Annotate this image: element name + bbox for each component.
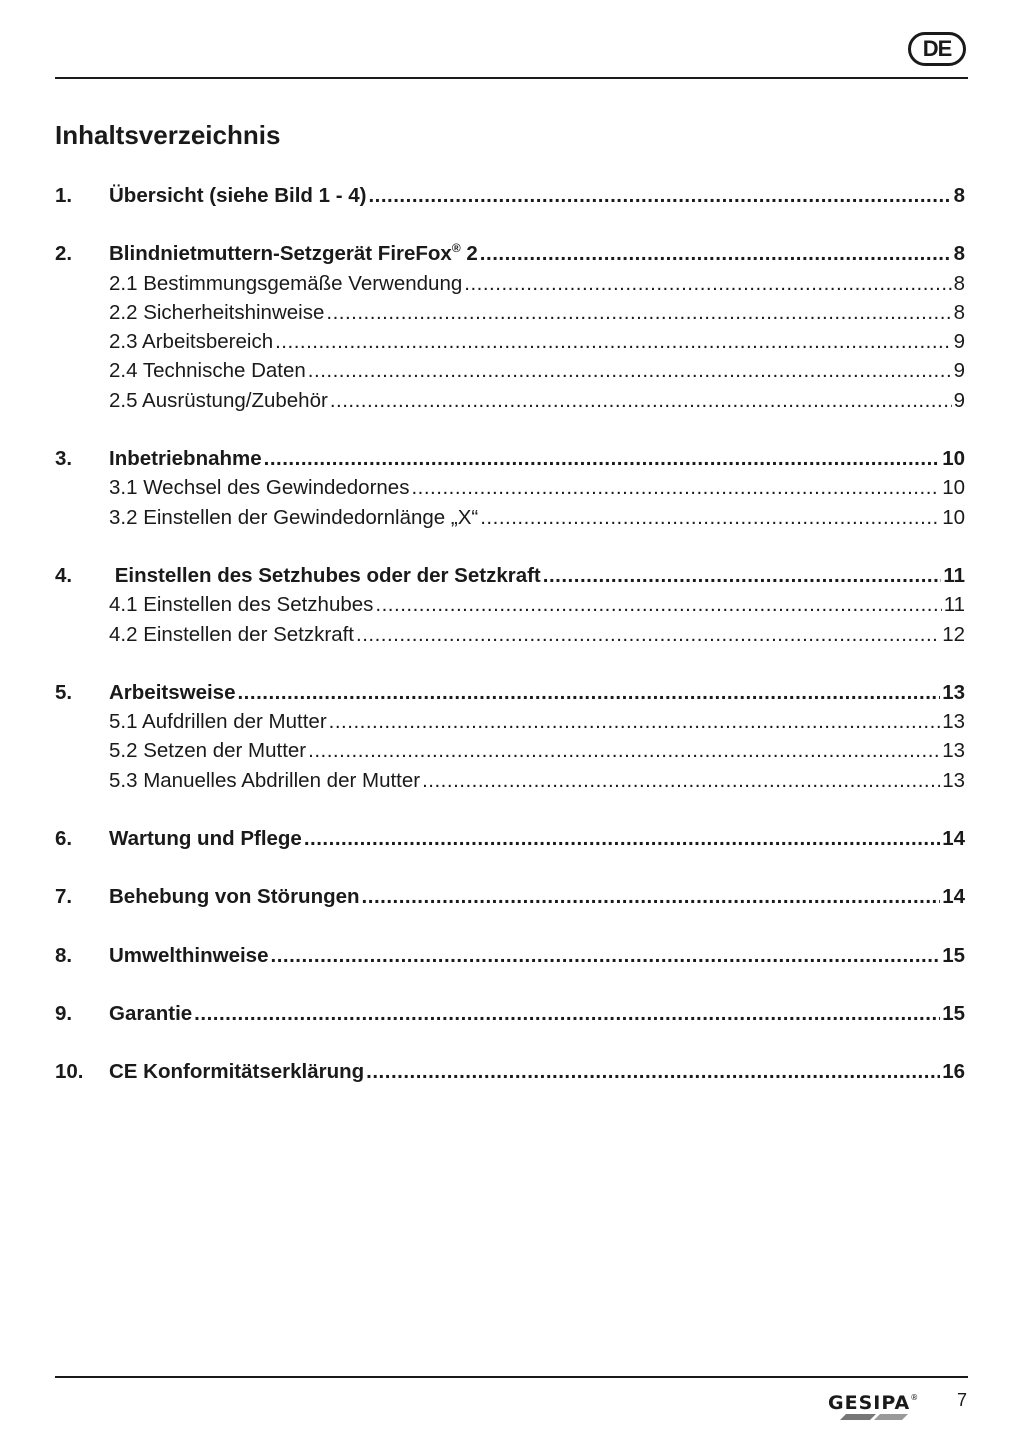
toc-entry-number: 2. [55, 242, 73, 266]
toc-subentry[interactable] [55, 620, 965, 649]
logo-stripes-icon [836, 1414, 908, 1420]
toc-entry-label: CE Konformitätserklärung [109, 1060, 365, 1084]
toc-section [55, 1057, 965, 1086]
toc-section [55, 561, 965, 649]
toc-entry-label: Umwelthinweise [109, 943, 269, 967]
toc-section [55, 678, 965, 795]
toc-entry-label: Arbeitsweise [109, 680, 236, 704]
toc-entry[interactable] [55, 181, 965, 210]
toc-entry-page: 15 [942, 943, 965, 967]
toc-subentry-label: 2.4 Technische Daten [109, 359, 306, 383]
dot-leader [411, 473, 940, 502]
toc-subentry[interactable] [55, 473, 965, 502]
toc-subentry[interactable] [55, 707, 965, 736]
dot-leader [304, 824, 940, 853]
footer-rule [55, 1376, 968, 1378]
toc-subentry-page: 10 [942, 476, 965, 500]
dot-leader [326, 298, 951, 327]
dot-leader [356, 620, 940, 649]
toc-subentry[interactable] [55, 590, 965, 619]
toc-subentry[interactable] [55, 736, 965, 765]
toc-entry-page: 15 [942, 1001, 965, 1025]
toc-subentry-label: 3.2 Einstellen der Gewindedornlänge „X“ [109, 505, 479, 529]
toc-entry-number: 3. [55, 447, 73, 471]
dot-leader [375, 590, 941, 619]
toc-subentry-label: 5.2 Setzen der Mutter [109, 739, 307, 763]
toc-entry-number: 7. [55, 885, 73, 909]
toc-entry-page: 8 [953, 184, 965, 207]
dot-leader [308, 736, 940, 765]
toc-subentry-page: 9 [953, 330, 965, 354]
dot-leader [480, 239, 952, 268]
toc-subentry-page: 13 [942, 768, 965, 792]
toc-subentry-page: 9 [953, 359, 965, 383]
toc-subentry-page: 13 [942, 710, 965, 734]
toc-entry-page: 11 [943, 563, 965, 587]
toc-section [55, 999, 965, 1028]
language-badge: DE [908, 32, 966, 66]
toc-section [55, 181, 965, 210]
dot-leader [362, 882, 941, 911]
toc-subentry-label: 2.5 Ausrüstung/Zubehör [109, 388, 328, 412]
toc-entry[interactable] [55, 444, 965, 473]
toc-section [55, 882, 965, 911]
toc-entry[interactable] [55, 239, 965, 268]
dot-leader [264, 444, 941, 473]
toc-entry-label: Übersicht (siehe Bild 1 - 4) [109, 184, 367, 207]
toc-subentry-label: 2.3 Arbeitsbereich [109, 330, 274, 354]
toc-subentry-label: 5.3 Manuelles Abdrillen der Mutter [109, 768, 421, 792]
toc-subentry[interactable] [55, 356, 965, 385]
toc-entry-number: 6. [55, 827, 73, 851]
toc-subentry-page: 13 [942, 739, 965, 763]
toc-entry-label: Inbetriebnahme [109, 447, 262, 471]
toc-entry[interactable] [55, 678, 965, 707]
toc-entry[interactable] [55, 999, 965, 1028]
header-rule [55, 77, 968, 79]
toc-entry-page: 13 [942, 680, 965, 704]
toc-entry-number: 10. [55, 1060, 84, 1084]
page-number: 7 [957, 1390, 968, 1410]
dot-leader [422, 766, 940, 795]
toc-section [55, 824, 965, 853]
toc-subentry[interactable] [55, 298, 965, 327]
toc-subentry[interactable] [55, 269, 965, 298]
toc-entry-page: 14 [942, 885, 965, 909]
toc-subentry-label: 5.1 Aufdrillen der Mutter [109, 710, 327, 734]
dot-leader [194, 999, 940, 1028]
dot-leader [237, 678, 940, 707]
toc-entry-label: Behebung von Störungen [109, 885, 360, 909]
toc-entry-number: 4. [55, 563, 73, 587]
toc-entry[interactable] [55, 941, 965, 970]
toc-entry[interactable] [55, 824, 965, 853]
toc-entry-page: 8 [953, 242, 965, 266]
dot-leader [543, 561, 942, 590]
toc-entry-label: Einstellen des Setzhubes oder der Setzkraft [109, 563, 541, 587]
toc-entry-page: 14 [942, 827, 965, 851]
toc-subentry-page: 10 [942, 505, 965, 529]
toc-subentry[interactable] [55, 503, 965, 532]
toc-subentry-page: 9 [953, 388, 965, 412]
toc-entry-number: 8. [55, 943, 73, 967]
page-title: Inhaltsverzeichnis [55, 120, 281, 150]
toc-subentry-page: 11 [943, 593, 965, 617]
toc-subentry-page: 8 [953, 300, 965, 324]
toc-entry[interactable] [55, 1057, 965, 1086]
table-of-contents [55, 181, 965, 1116]
dot-leader [480, 503, 940, 532]
dot-leader [368, 181, 951, 210]
dot-leader [464, 269, 951, 298]
toc-subentry-page: 12 [942, 622, 965, 646]
toc-subentry[interactable] [55, 766, 965, 795]
toc-subentry-label: 4.1 Einstellen des Setzhubes [109, 593, 374, 617]
toc-subentry-label: 2.2 Sicherheitshinweise [109, 300, 325, 324]
toc-section [55, 941, 965, 970]
registered-mark: ® [451, 241, 461, 256]
dot-leader [329, 707, 941, 736]
toc-entry-number: 9. [55, 1001, 73, 1025]
dot-leader [271, 941, 941, 970]
toc-entry-label: Garantie [109, 1001, 193, 1025]
toc-entry-page: 16 [942, 1060, 965, 1084]
toc-section [55, 444, 965, 532]
dot-leader [330, 386, 952, 415]
toc-entry-label: Wartung und Pflege [109, 827, 302, 851]
toc-subentry[interactable] [55, 327, 965, 356]
toc-subentry-page: 8 [953, 271, 965, 295]
toc-entry[interactable] [55, 561, 965, 590]
dot-leader [366, 1057, 940, 1086]
toc-subentry[interactable] [55, 386, 965, 415]
dot-leader [308, 356, 952, 385]
toc-subentry-label: 2.1 Bestimmungsgemäße Verwendung [109, 271, 463, 295]
toc-section [55, 239, 965, 415]
dot-leader [275, 327, 951, 356]
toc-entry-label: Blindnietmuttern-Setzgerät FireFox® 2 [109, 241, 478, 266]
brand-logo: GESIPA® [828, 1392, 920, 1414]
toc-entry-number: 5. [55, 680, 73, 704]
toc-entry-number: 1. [55, 184, 73, 207]
toc-subentry-label: 4.2 Einstellen der Setzkraft [109, 622, 354, 646]
toc-subentry-label: 3.1 Wechsel des Gewindedornes [109, 476, 410, 500]
toc-entry[interactable] [55, 882, 965, 911]
toc-entry-page: 10 [942, 447, 965, 471]
